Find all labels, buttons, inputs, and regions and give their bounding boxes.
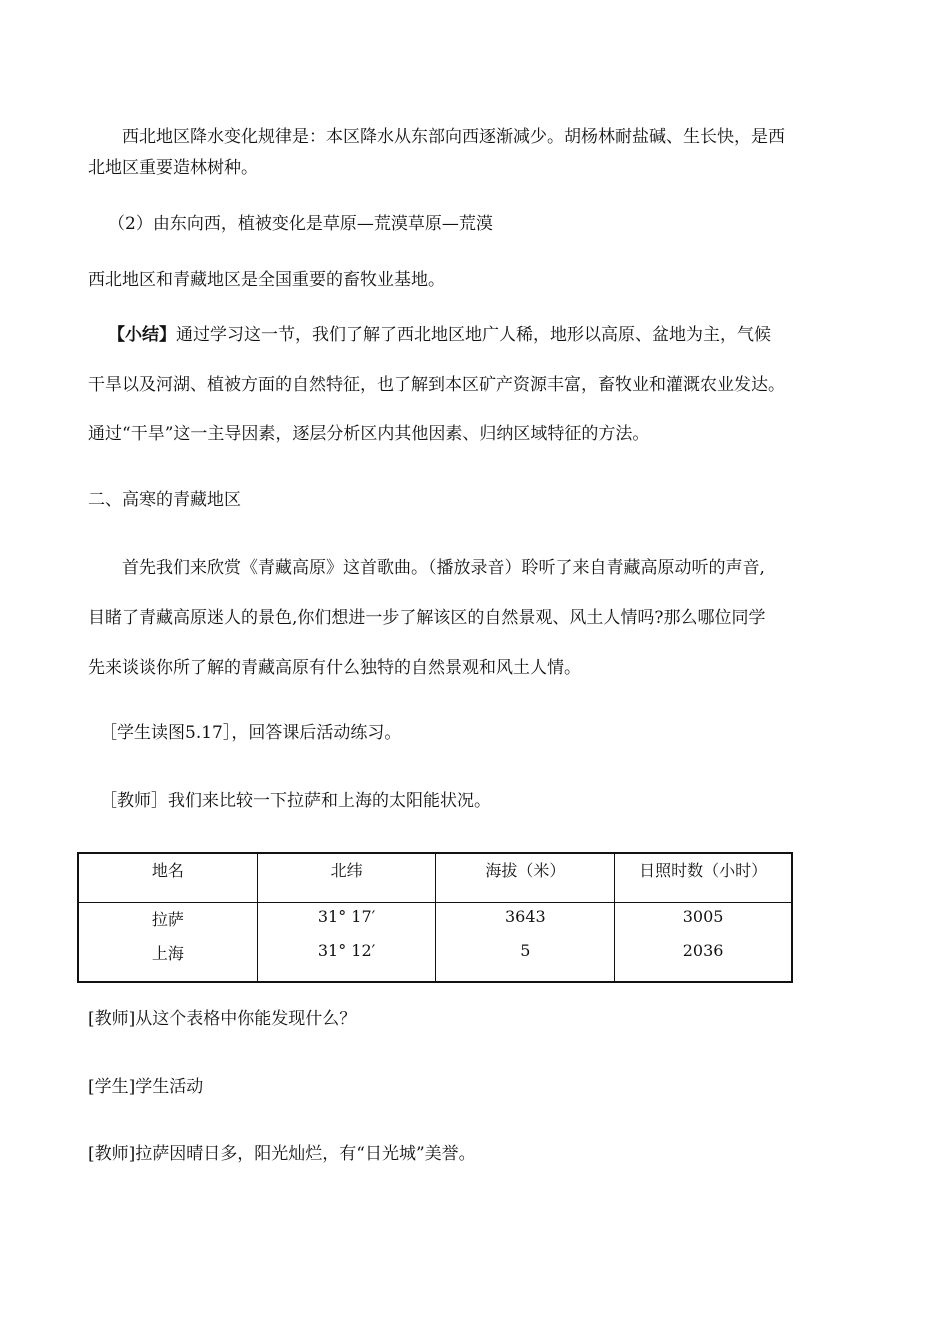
- paragraph-song-line1: 首先我们来欣赏《青藏高原》这首歌曲。（播放录音）聆听了来自青藏高原动听的声音,: [122, 558, 765, 578]
- paragraph-teacher-question: [教师]从这个表格中你能发现什么？: [88, 1009, 357, 1029]
- table-cell: 31° 12′: [257, 937, 436, 982]
- paragraph-precipitation-line1: 西北地区降水变化规律是：本区降水从东部向西逐渐减少。胡杨林耐盐碱、生长快，是西: [122, 127, 785, 147]
- paragraph-song-line3: 先来谈谈你所了解的青藏高原有什么独特的自然景观和风土人情。: [88, 658, 581, 678]
- table-cell: 3005: [615, 903, 792, 938]
- summary-text-line1: 通过学习这一节，我们了解了西北地区地广人稀，地形以高原、盆地为主，气候: [176, 325, 771, 345]
- summary-line1: [108, 323, 888, 347]
- paragraph-student-read: ［学生读图5.17］，回答课后活动练习。: [100, 723, 402, 743]
- table-cell: 2036: [615, 937, 792, 982]
- table-cell: 5: [436, 937, 615, 982]
- paragraph-vegetation: （2）由东向西，植被变化是草原—荒漠草原—荒漠: [108, 214, 493, 234]
- table-row: [78, 937, 792, 982]
- table-cell: 上海: [78, 937, 257, 982]
- table-cell: 31° 17′: [257, 903, 436, 938]
- table-cell: 3643: [436, 903, 615, 938]
- table-header-cell: 北纬: [257, 853, 436, 903]
- table-header-cell: 地名: [78, 853, 257, 903]
- paragraph-precipitation-line2: 北地区重要造林树种。: [88, 158, 258, 178]
- summary-line3: 通过“干旱”这一主导因素，逐层分析区内其他因素、归纳区域特征的方法。: [88, 424, 650, 444]
- solar-comparison-table: [77, 852, 793, 983]
- table-header-cell: 海拔（米）: [436, 853, 615, 903]
- paragraph-teacher-compare: ［教师］我们来比较一下拉萨和上海的太阳能状况。: [100, 791, 491, 811]
- section-title: 二、高寒的青藏地区: [88, 490, 241, 510]
- summary-tag: 【小结】: [108, 325, 176, 345]
- summary-line2: 干旱以及河湖、植被方面的自然特征，也了解到本区矿产资源丰富，畜牧业和灌溉农业发达。: [88, 375, 785, 395]
- table-header-row: [78, 853, 792, 903]
- table-header-cell: 日照时数（小时）: [615, 853, 792, 903]
- paragraph-teacher-sunlight-city: [教师]拉萨因晴日多，阳光灿烂，有“日光城”美誉。: [88, 1144, 476, 1164]
- table-cell: 拉萨: [78, 903, 257, 938]
- paragraph-song-line2: 目睹了青藏高原迷人的景色,你们想进一步了解该区的自然景观、风土人情吗?那么哪位同学: [88, 608, 766, 628]
- table-row: [78, 903, 792, 938]
- paragraph-livestock-base: 西北地区和青藏地区是全国重要的畜牧业基地。: [88, 270, 445, 290]
- paragraph-student-activity: [学生]学生活动: [88, 1077, 204, 1097]
